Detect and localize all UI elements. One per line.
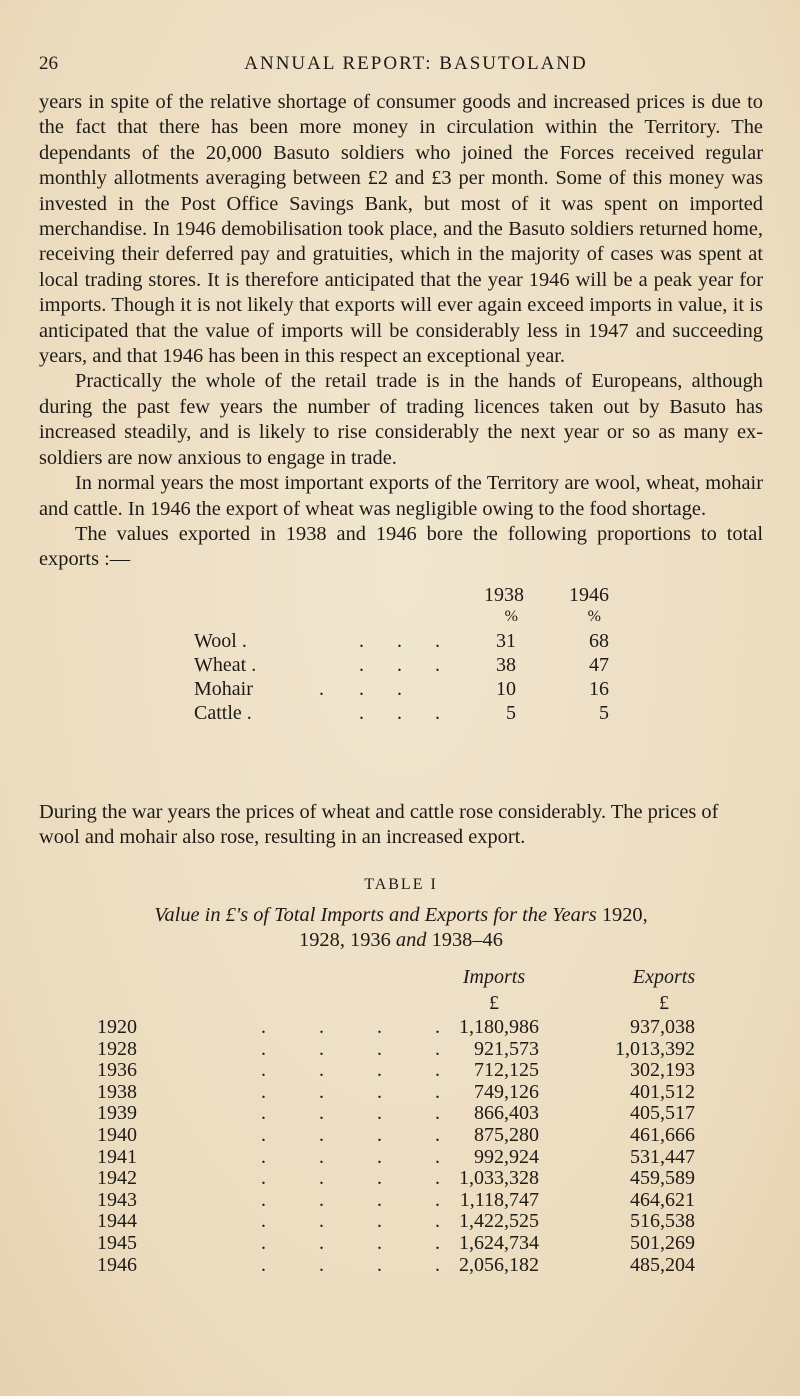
year: 1945 (97, 1231, 137, 1254)
year: 1938 (97, 1080, 137, 1103)
exports-value: 405,517 (630, 1102, 695, 1125)
value-1946: 5 (599, 702, 609, 724)
year: 1940 (97, 1123, 137, 1146)
imports-value: 866,403 (474, 1102, 539, 1125)
caption-range: 1938–46 (426, 929, 503, 951)
caption-tail: 1920, (596, 904, 648, 926)
exports-value: 401,512 (630, 1080, 695, 1103)
year: 1943 (97, 1188, 137, 1211)
imports-value: 712,125 (474, 1059, 539, 1082)
imports-value: 749,126 (474, 1080, 539, 1103)
imports-value: 1,422,525 (459, 1210, 539, 1233)
unit-1938: % (504, 608, 518, 625)
table-row: 1942 . . . . 1,033,328 459,589 (97, 1167, 695, 1190)
running-title: ANNUAL REPORT: BASUTOLAND (244, 53, 588, 74)
exports-value: 501,269 (630, 1231, 695, 1254)
page-number: 26 (39, 53, 58, 74)
year: 1920 (97, 1016, 137, 1038)
exports-value: 1,013,392 (615, 1037, 695, 1060)
caption-and: and (395, 929, 427, 951)
table-row: 1943 . . . . 1,118,747 464,621 (97, 1188, 695, 1211)
col-header-exports: Exports (632, 966, 696, 988)
table-row: 1945 . . . . 1,624,734 501,269 (97, 1231, 695, 1254)
year: 1944 (97, 1210, 137, 1233)
table-row: 1938 . . . . 749,126 401,512 (97, 1080, 695, 1103)
war-years-paragraph: During the war years the prices of wheat and cattle rose considerably. The prices of wool and mohair also rose, resulting in an increased export. (39, 801, 719, 849)
table-row: 1936 . . . . 712,125 302,193 (97, 1059, 695, 1082)
imports-value: 875,280 (474, 1123, 539, 1146)
table-row: 1939 . . . . 866,403 405,517 (97, 1102, 695, 1125)
value-1938: 5 (506, 702, 516, 724)
year: 1939 (97, 1102, 137, 1125)
col-header-imports: Imports (462, 966, 526, 988)
exports-value: 516,538 (630, 1210, 695, 1233)
value-1938: 10 (496, 678, 516, 700)
unit-exports: £ (659, 992, 669, 1014)
prop-row-wheat: Wheat . . . . 38 47 (194, 654, 609, 676)
unit-imports: £ (489, 992, 499, 1014)
table-title: TABLE I (364, 876, 438, 893)
prop-header-row (39, 584, 763, 608)
paragraph-4: The values exported in 1938 and 1946 bore the following proportions to total exports :— (39, 522, 763, 571)
year: 1941 (97, 1145, 137, 1168)
imports-value: 2,056,182 (459, 1253, 539, 1276)
year: 1946 (97, 1253, 137, 1276)
row-label: Cattle . (194, 702, 252, 724)
prop-row-cattle: Cattle . . . . 5 5 (194, 702, 609, 724)
table-row: 1940 . . . . 875,280 461,666 (97, 1123, 695, 1146)
exports-value: 531,447 (630, 1145, 695, 1168)
unit-1946: % (587, 608, 601, 625)
exports-value: 461,666 (630, 1123, 695, 1146)
paragraph-2: Practically the whole of the retail trade is in the hands of Europeans, although during the past few years the number of trading licences taken out by Basuto has increased steadily, and is likely to rise considerably the next year or so as many ex-soldiers are now anxious to engage in trade. (39, 370, 763, 469)
caption-italic: Value in £'s of Total Imports and Exports for the Years (154, 904, 597, 926)
imports-exports-table (39, 966, 763, 1275)
row-label: Wool . (194, 630, 247, 652)
year: 1928 (97, 1037, 137, 1060)
exports-value: 459,589 (630, 1167, 695, 1190)
year: 1936 (97, 1059, 137, 1082)
value-1938: 38 (496, 654, 516, 676)
imports-value: 1,624,734 (459, 1231, 539, 1254)
body-text (39, 90, 763, 573)
exports-value: 937,038 (630, 1016, 695, 1038)
table-row: 1941 . . . . 992,924 531,447 (97, 1145, 695, 1168)
imports-value: 1,118,747 (459, 1188, 539, 1211)
exports-value: 485,204 (630, 1253, 695, 1276)
table-row: 1944 . . . . 1,422,525 516,538 (97, 1210, 695, 1233)
value-1938: 31 (496, 630, 516, 652)
export-proportions-table (39, 584, 763, 726)
running-head (39, 53, 763, 77)
col-header-1946: 1946 (569, 584, 609, 606)
paragraph-1: years in spite of the relative shortage of consumer goods and increased prices is due to the fact that there has been more money in circulation within the Territory. The dependants of the 20,000 Basuto soldiers who joined the Forces received regular monthly allotments averaging between £2 and £3 per month. Some of this money was invested in the Post Office Savings Bank, but most of it was spent on imported merchandise. In 1946 demobilisation took place, and the Basuto soldiers returned home, receiving their deferred pay and gratuities, which in the majority of cases was spent at local trading stores. It is therefore anticipated that the year 1946 will be a peak year for imports. Though it is not likely that exports will ever again exceed imports in value, it is anticipated that the value of imports will be considerably less in 1947 and succeeding years, and that 1946 has been in this respect an exceptional year. (39, 91, 763, 368)
value-1946: 47 (589, 654, 609, 676)
row-label: Mohair (194, 678, 253, 700)
table-caption (39, 903, 763, 953)
table-unit-row (39, 992, 763, 1016)
col-header-1938: 1938 (484, 584, 524, 606)
exports-value: 302,193 (630, 1059, 695, 1082)
imports-value: 1,033,328 (459, 1167, 539, 1190)
caption-years: 1928, 1936 (299, 929, 396, 951)
exports-value: 464,621 (630, 1188, 695, 1211)
prop-row-wool: Wool . . . . 31 68 (194, 630, 609, 652)
table-row: 1928 . . . . 921,573 1,013,392 (97, 1037, 695, 1060)
prop-unit-row (39, 608, 763, 630)
table-row: 1946 . . . . 2,056,182 485,204 (97, 1253, 695, 1276)
table-header-row (39, 966, 763, 992)
imports-value: 921,573 (474, 1037, 539, 1060)
row-label: Wheat . (194, 654, 257, 676)
imports-value: 1,180,986 (459, 1016, 539, 1038)
table-row: 1920 . . . . 1,180,986 937,038 (97, 1016, 695, 1038)
year: 1942 (97, 1167, 137, 1190)
prop-row-mohair: Mohair . . . 10 16 (194, 678, 609, 700)
value-1946: 16 (589, 678, 609, 700)
value-1946: 68 (589, 630, 609, 652)
imports-value: 992,924 (474, 1145, 539, 1168)
paragraph-3: In normal years the most important exports of the Territory are wool, wheat, mohair and cattle. In 1946 the export of wheat was negligible owing to the food shortage. (39, 472, 763, 520)
